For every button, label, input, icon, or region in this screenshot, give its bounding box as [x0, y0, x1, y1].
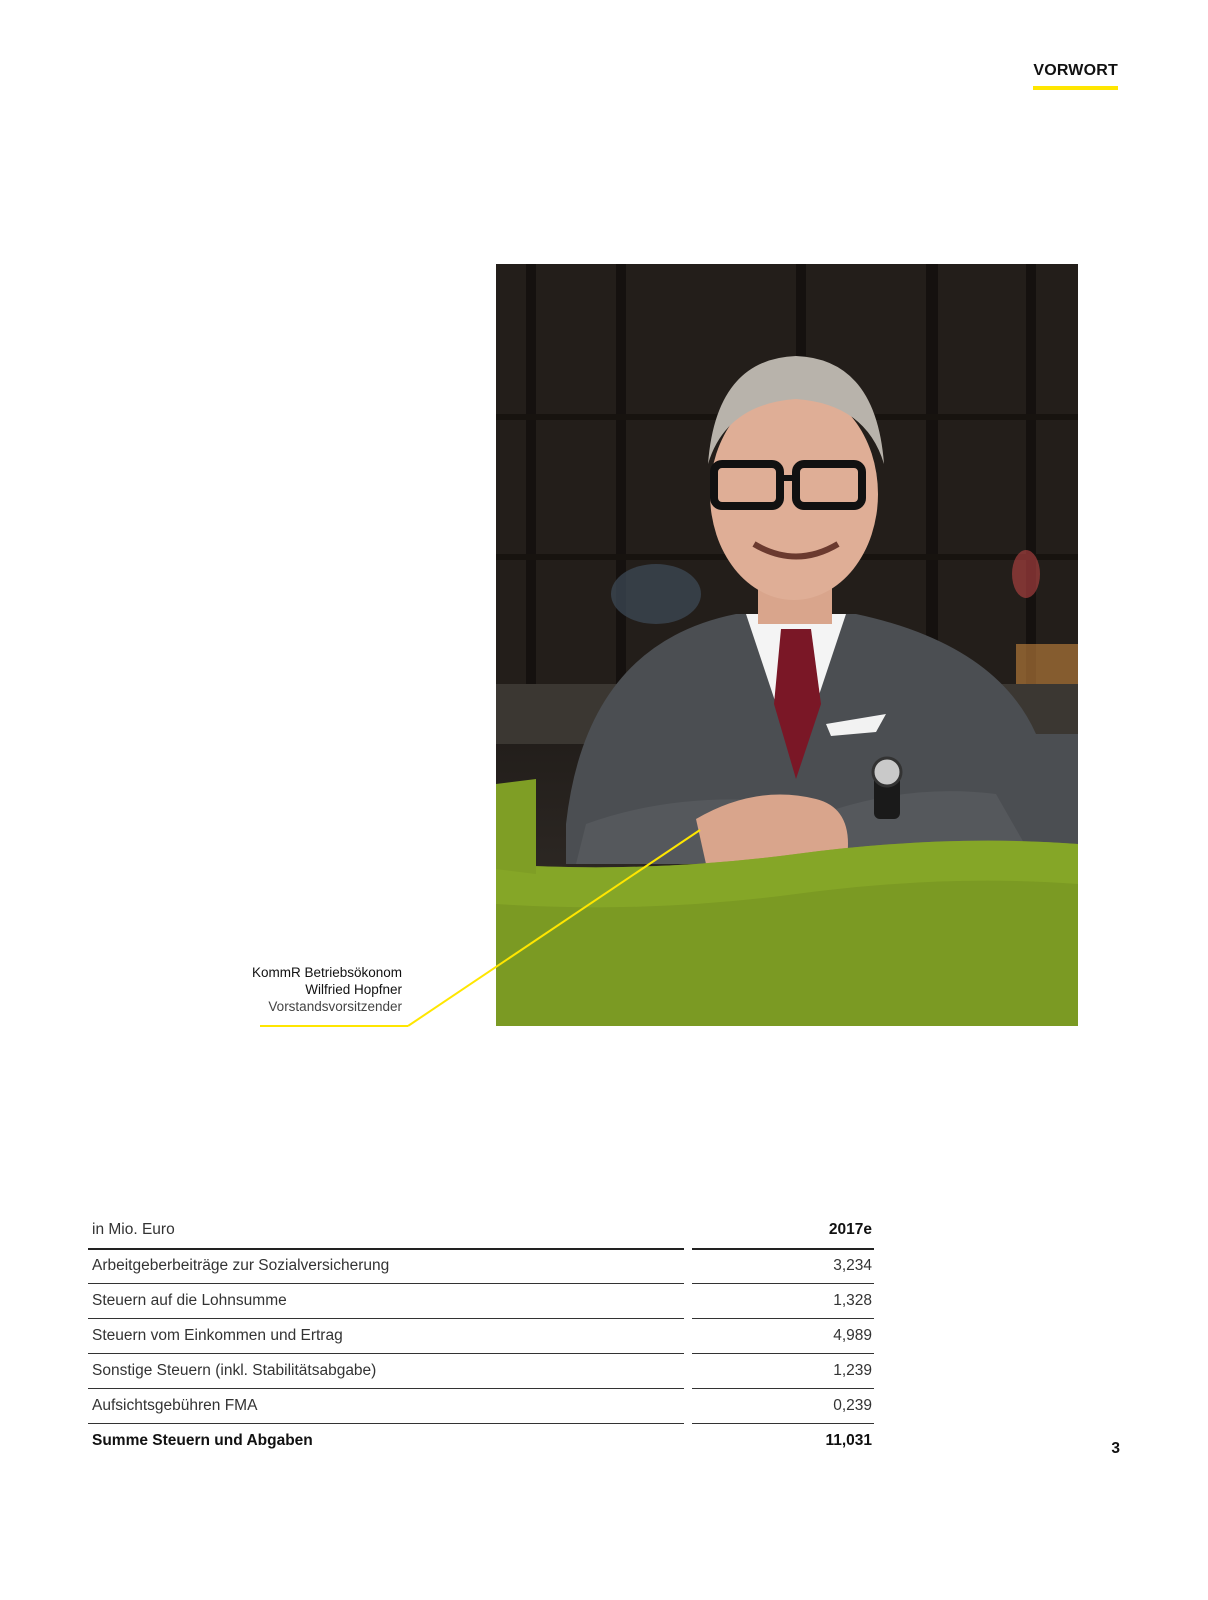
tax-table	[88, 1212, 874, 1458]
table-row	[88, 1353, 874, 1388]
photo-caption	[252, 964, 402, 1015]
unit-label: in Mio. Euro	[92, 1221, 175, 1238]
table-row	[88, 1318, 874, 1353]
section-title: VORWORT	[1033, 62, 1118, 90]
total-label: Summe Steuern und Abgaben	[92, 1431, 313, 1449]
row-label: Aufsichtsgebühren FMA	[92, 1396, 258, 1414]
row-value: 3,234	[833, 1256, 872, 1274]
caption-name: Wilfried Hopfner	[305, 982, 402, 997]
year-label: 2017e	[828, 1221, 872, 1238]
total-value: 11,031	[825, 1431, 872, 1449]
caption-underline	[260, 1025, 408, 1027]
table-header	[88, 1212, 874, 1248]
row-value: 4,989	[833, 1326, 872, 1344]
row-value: 1,328	[833, 1291, 872, 1309]
caption-role: Vorstandsvorsitzender	[268, 999, 402, 1014]
row-label: Arbeitgeberbeiträge zur Sozialversicherung	[92, 1256, 390, 1274]
table-total-row	[88, 1423, 874, 1458]
portrait-photo	[496, 264, 1078, 1026]
row-label: Sonstige Steuern (inkl. Stabilitätsabgabe)	[92, 1361, 377, 1379]
page-number: 3	[1111, 1440, 1120, 1457]
portrait-illustration	[496, 264, 1078, 1026]
table-row	[88, 1283, 874, 1318]
row-label: Steuern vom Einkommen und Ertrag	[92, 1326, 343, 1344]
row-label: Steuern auf die Lohnsumme	[92, 1291, 287, 1309]
row-value: 0,239	[833, 1396, 872, 1414]
caption-title: KommR Betriebsökonom	[251, 965, 402, 980]
row-value: 1,239	[833, 1361, 872, 1379]
table-row	[88, 1248, 874, 1283]
table-row	[88, 1388, 874, 1423]
